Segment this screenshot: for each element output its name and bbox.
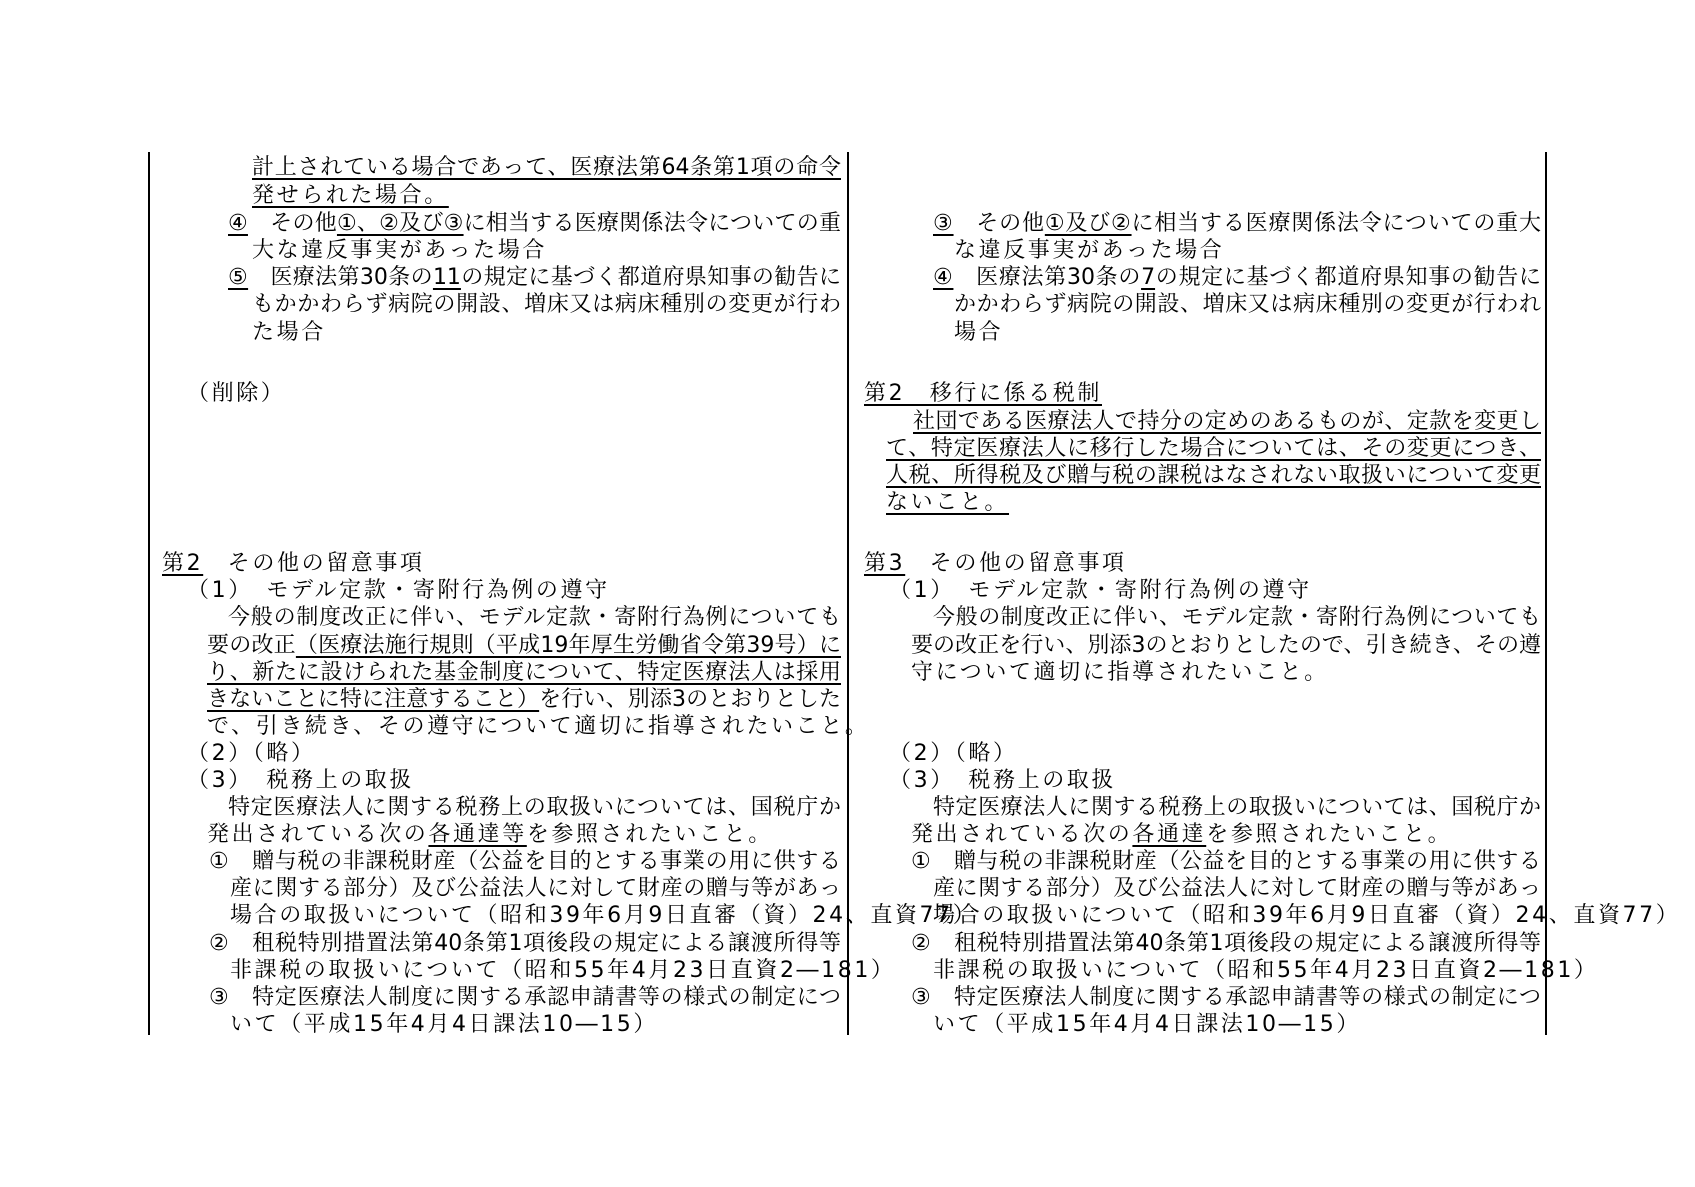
text-segment: 大な違反事実があった場合 — [252, 238, 547, 263]
text-segment: な違反事実があった場合 — [954, 238, 1225, 263]
text-line — [187, 380, 285, 408]
text-segment: ③ 特定医療法人制度に関する承認申請書等の様式の制定につ — [209, 985, 841, 1010]
text-segment: で、引き続き、その遵守について適切に指導されたいこと。 — [207, 714, 870, 739]
text-line — [911, 930, 1541, 958]
text-segment: ② 租税特別措置法第40条第1項後段の規定による譲渡所得等 — [911, 931, 1541, 956]
underlined-text: て、特定医療法人に移行した場合については、その変更につき、 — [886, 436, 1541, 461]
text-segment: その他 — [953, 211, 1045, 236]
text-line — [187, 577, 610, 605]
left-border-line — [148, 152, 150, 1035]
text-line — [933, 264, 1541, 292]
text-line — [889, 740, 1018, 768]
underlined-text: きないことに特に注意すること） — [207, 687, 540, 712]
text-line — [864, 380, 1102, 408]
text-line — [230, 1011, 658, 1039]
text-line — [911, 659, 1329, 687]
underlined-text: ③ — [933, 211, 954, 236]
text-segment: 医療法第30条の — [953, 265, 1142, 290]
text-line — [209, 848, 841, 876]
text-segment: （1） モデル定款・寄附行為例の遵守 — [187, 578, 610, 603]
text-segment: を参照されたいこと。 — [526, 822, 773, 847]
text-line — [911, 821, 1452, 849]
text-segment: の規定に基づく都道府県知事の勧告に — [1155, 265, 1541, 290]
text-segment: 非課税の取扱いについて（昭和55年4月23日直資2―181） — [230, 958, 896, 983]
text-line — [911, 632, 1541, 660]
underlined-text: 第2 移行に係る税制 — [864, 381, 1102, 406]
text-line — [162, 550, 425, 578]
text-line — [911, 984, 1541, 1012]
text-line — [207, 821, 773, 849]
text-line — [230, 875, 841, 903]
underlined-text: り、新たに設けられた基金制度について、特定医療法人は採用 — [207, 660, 841, 685]
text-segment: いて（平成15年4月4日課法10―15） — [230, 1012, 658, 1037]
text-line — [187, 740, 316, 768]
underlined-text: 社団である医療法人で持分の定めのあるものが、定款を変更し — [913, 409, 1541, 434]
text-segment: 発出されている次の — [911, 822, 1133, 847]
text-segment: に相当する医療関係法令についての重大 — [1131, 211, 1541, 236]
text-segment: いて（平成15年4月4日課法10―15） — [933, 1012, 1361, 1037]
underlined-text: 第2 — [162, 551, 204, 576]
text-line — [886, 489, 1009, 517]
text-segment: 特定医療法人に関する税務上の取扱いについては、国税庁か — [933, 795, 1541, 820]
text-segment: ③ 特定医療法人制度に関する承認申請書等の様式の制定につ — [911, 985, 1541, 1010]
text-segment: ① 贈与税の非課税財産（公益を目的とする事業の用に供する — [209, 849, 841, 874]
text-segment: 非課税の取扱いについて（昭和55年4月23日直資2―181） — [933, 958, 1599, 983]
underlined-text: ないこと。 — [886, 490, 1010, 515]
text-segment: 医療法第30条の — [248, 265, 433, 290]
text-segment: た場合 — [252, 320, 326, 345]
text-segment: 守について適切に指導されたいこと。 — [911, 660, 1329, 685]
text-line — [933, 957, 1599, 985]
text-line — [889, 767, 1116, 795]
text-segment: ② 租税特別措置法第40条第1項後段の規定による譲渡所得等 — [209, 931, 841, 956]
underlined-text: 第3 — [864, 551, 906, 576]
text-line — [864, 550, 1127, 578]
text-segment: （2）（略） — [187, 741, 316, 766]
text-segment: その他の留意事項 — [905, 551, 1127, 576]
text-segment: 場合の取扱いについて（昭和39年6月9日直審（資）24、直資77） — [933, 903, 1681, 928]
text-segment: （3） 税務上の取扱 — [187, 768, 414, 793]
text-line — [207, 713, 869, 741]
text-segment: 産に関する部分）及び公益法人に対して財産の贈与等があっ — [933, 876, 1541, 901]
text-segment: 要の改正を行い、別添3のとおりとしたので、引き続き、その遵 — [911, 633, 1541, 658]
text-segment: 場合 — [954, 320, 1004, 345]
underlined-text: 人税、所得税及び贈与税の課税はなされない取扱いについて変更 — [886, 463, 1541, 488]
text-segment: に相当する医療関係法令についての重 — [463, 211, 841, 236]
text-line — [252, 182, 449, 210]
text-segment: かかわらず病院の開設、増床又は病床種別の変更が行われ — [954, 292, 1541, 317]
underlined-text: ⑤ — [228, 265, 249, 290]
text-line — [954, 319, 1003, 347]
text-segment: の規定に基づく都道府県知事の勧告に — [460, 265, 841, 290]
text-line — [252, 291, 841, 319]
text-line — [954, 237, 1224, 265]
text-line — [933, 794, 1541, 822]
text-line — [886, 462, 1541, 490]
text-line — [252, 237, 547, 265]
text-segment: を参照されたいこと。 — [1206, 822, 1453, 847]
text-line — [207, 686, 841, 714]
text-line — [230, 957, 896, 985]
text-segment: 今般の制度改正に伴い、モデル定款・寄附行為例についても — [933, 605, 1541, 630]
text-line — [228, 210, 841, 238]
text-segment: 特定医療法人に関する税務上の取扱いについては、国税庁か — [228, 795, 841, 820]
underlined-text: 11 — [432, 265, 461, 290]
text-line — [228, 794, 841, 822]
text-line — [933, 875, 1541, 903]
underlined-text: 各通達等 — [428, 822, 527, 847]
text-line — [252, 154, 841, 182]
text-line — [228, 604, 841, 632]
text-line — [954, 291, 1541, 319]
underlined-text: 発せられた場合。 — [252, 183, 449, 208]
underlined-text: ①及び② — [1044, 211, 1132, 236]
text-line — [933, 210, 1541, 238]
underlined-text: （医療法施行規則（平成19年厚生労働省令第39号）に — [295, 633, 841, 658]
text-line — [933, 1011, 1361, 1039]
text-line — [207, 659, 841, 687]
text-line — [228, 264, 841, 292]
text-line — [209, 984, 841, 1012]
text-segment: 今般の制度改正に伴い、モデル定款・寄附行為例についても — [228, 605, 841, 630]
text-segment: もかかわらず病院の開設、増床又は病床種別の変更が行わ — [252, 292, 841, 317]
text-line — [911, 848, 1541, 876]
text-line — [913, 408, 1541, 436]
underlined-text: 計上されている場合であって、医療法第64条第1項の命令 — [252, 155, 841, 180]
text-segment: 発出されている次の — [207, 822, 429, 847]
text-segment: （削除） — [187, 381, 286, 406]
text-line — [230, 902, 977, 930]
underlined-text: ①、②及び③ — [336, 211, 464, 236]
text-line — [252, 319, 326, 347]
underlined-text: 各通達 — [1132, 822, 1207, 847]
text-line — [933, 902, 1680, 930]
text-segment: （2）（略） — [889, 741, 1018, 766]
text-segment: 場合の取扱いについて（昭和39年6月9日直審（資）24、直資77） — [230, 903, 978, 928]
text-line — [933, 604, 1541, 632]
underlined-text: ④ — [933, 265, 954, 290]
text-segment: その他 — [247, 211, 337, 236]
text-segment: 要の改正 — [207, 633, 296, 658]
text-line — [209, 930, 841, 958]
text-line — [889, 577, 1312, 605]
underlined-text: ④ — [228, 211, 248, 236]
underlined-text: 7 — [1141, 265, 1156, 290]
text-line — [187, 767, 414, 795]
text-segment: （1） モデル定款・寄附行為例の遵守 — [889, 578, 1312, 603]
text-segment: その他の留意事項 — [203, 551, 425, 576]
text-segment: 産に関する部分）及び公益法人に対して財産の贈与等があっ — [230, 876, 841, 901]
text-line — [207, 632, 841, 660]
text-line — [886, 435, 1541, 463]
text-segment: ① 贈与税の非課税財産（公益を目的とする事業の用に供する — [911, 849, 1541, 874]
text-segment: （3） 税務上の取扱 — [889, 768, 1116, 793]
text-segment: を行い、別添3のとおりとした — [539, 687, 841, 712]
